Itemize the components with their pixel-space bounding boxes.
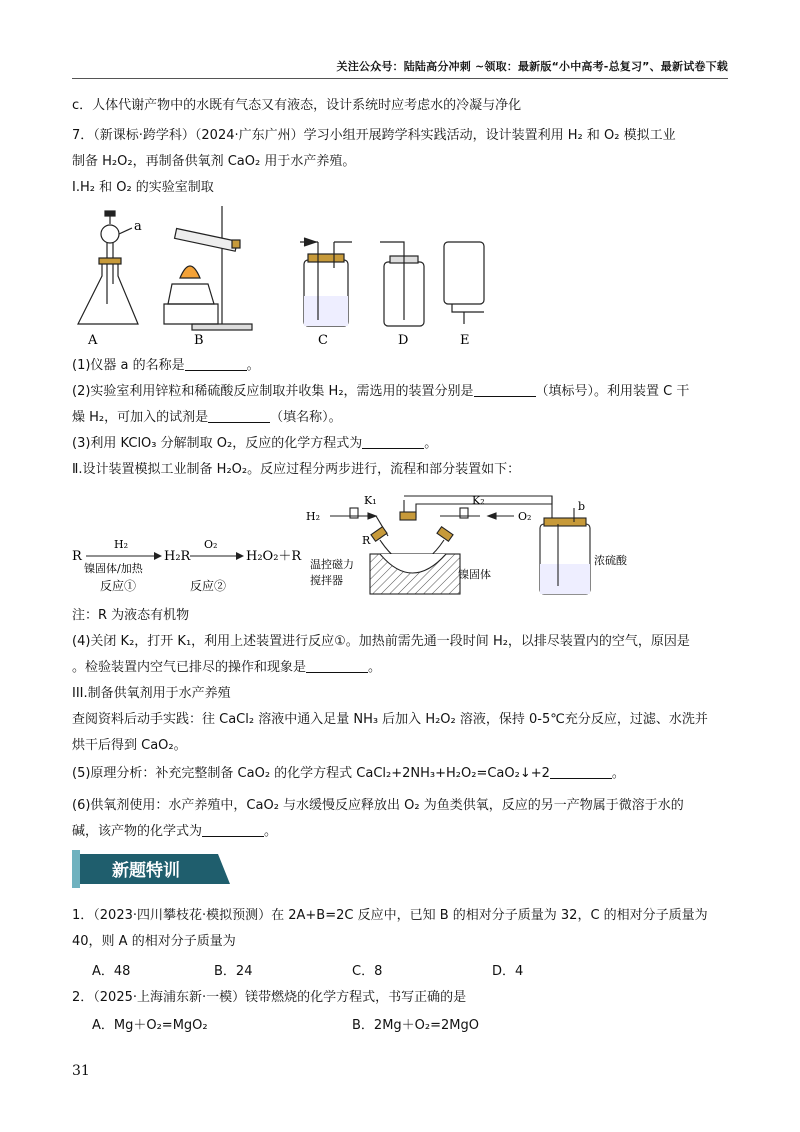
section-2-title: Ⅱ.设计装置模拟工业制备 H₂O₂。反应过程分两步进行，流程和部分装置如下： — [72, 462, 521, 477]
device-r: R — [362, 534, 371, 547]
flow-diagram — [72, 530, 312, 600]
question-1: (1)仪器 a 的名称是 。 — [72, 358, 260, 373]
flow-r: R — [72, 549, 82, 564]
question-7-line2: 制备 H₂O₂，再制备供氧剂 CaO₂ 用于水产养殖。 — [72, 154, 356, 169]
question-2-options — [92, 1014, 732, 1034]
option-b[interactable]: B．2Mg＋O₂=2MgO — [352, 1018, 479, 1033]
question-7-line1: 7．（新课标·跨学科）（2024·广东广州）学习小组开展跨学科实践活动，设计装置利用 H₂ 和 O₂ 模拟工业 — [72, 128, 676, 143]
text-line: c．人体代谢产物中的水既有气态又有液态，设计系统时应考虑水的冷凝与净化 — [72, 98, 522, 113]
paragraph-line1: 查阅资料后动手实践：往 CaCl₂ 溶液中通入足量 NH₃ 后加入 H₂O₂ 溶液，保持 0-5℃充分反应，过滤、水洗并 — [72, 712, 708, 727]
section-1-title: I.H₂ 和 O₂ 的实验室制取 — [72, 180, 214, 195]
device-h2: H₂ — [306, 510, 321, 523]
answer-blank[interactable] — [185, 356, 247, 371]
reaction-device — [300, 488, 630, 598]
apparatus-e — [444, 242, 484, 324]
label-E: E — [460, 333, 470, 348]
page-header: 关注公众号：陆陆高分冲刺 ~领取：最新版“小中高考-总复习”、最新试卷下载 — [336, 60, 728, 73]
new-question-2: 2．（2025·上海浦东新·一模）镁带燃烧的化学方程式，书写正确的是 — [72, 990, 467, 1005]
question-5: (5)原理分析：补充完整制备 CaO₂ 的化学方程式 CaCl₂+2NH₃+H₂O₂=CaO₂↓+2 。 — [72, 766, 625, 781]
device-stirrer-2: 搅拌器 — [310, 574, 343, 587]
new-question-1-line1: 1．（2023·四川攀枝花·模拟预测）在 2A+B=2C 反应中，已知 B 的相对分子质量为 32，C 的相对分子质量为 — [72, 908, 708, 923]
label-a: a — [134, 219, 142, 234]
device-k2: K₂ — [472, 494, 485, 507]
section-3-title: III.制备供氧剂用于水产养殖 — [72, 686, 231, 701]
option-b[interactable]: B．24 — [214, 964, 253, 979]
new-question-1-line2: 40，则 A 的相对分子质量为 — [72, 934, 236, 949]
paragraph-line2: 烘干后得到 CaO₂。 — [72, 738, 187, 753]
answer-blank[interactable] — [208, 408, 270, 423]
apparatus-a — [78, 211, 138, 324]
label-B: B — [194, 333, 204, 348]
device-b: b — [578, 500, 586, 513]
flow-h2r: H₂R — [164, 549, 191, 564]
question-2-line1: (2)实验室利用锌粒和稀硫酸反应制取并收集 H₂，需选用的装置分别是 （填标号）。利用装置 C 干 — [72, 384, 690, 399]
device-o2: O₂ — [518, 510, 532, 523]
question-4-line1: (4)关闭 K₂，打开 K₁，利用上述装置进行反应①。加热前需先通一段时间 H₂，以排尽装置内的空气，原因是 — [72, 634, 690, 649]
question-4-line2: 。检验装置内空气已排尽的操作和现象是 。 — [72, 660, 382, 675]
flow-o2: O₂ — [204, 538, 218, 551]
flow-step1: 反应① — [100, 579, 137, 593]
question-1-options — [92, 960, 732, 980]
answer-blank[interactable] — [550, 764, 612, 779]
label-C: C — [318, 333, 328, 348]
answer-blank[interactable] — [474, 382, 536, 397]
option-a[interactable]: A．Mg＋O₂=MgO₂ — [92, 1018, 208, 1033]
apparatus-c — [300, 238, 352, 326]
device-stirrer-1: 温控磁力 — [310, 558, 354, 571]
label-A: A — [88, 333, 98, 348]
option-a[interactable]: A．48 — [92, 964, 131, 979]
option-d[interactable]: D．4 — [492, 964, 524, 979]
question-2-line2: 燥 H₂，可加入的试剂是 （填名称）。 — [72, 410, 342, 425]
question-6-line1: (6)供氧剂使用：水产养殖中，CaO₂ 与水缓慢反应释放出 O₂ 为鱼类供氧，反应的另一产物属于微溶于水的 — [72, 798, 684, 813]
apparatus-b — [164, 206, 252, 330]
flow-condition: 镍固体/加热 — [84, 562, 143, 575]
answer-blank[interactable] — [306, 658, 368, 673]
answer-blank[interactable] — [202, 822, 264, 837]
answer-blank[interactable] — [362, 434, 424, 449]
device-acid: 浓硫酸 — [594, 554, 627, 567]
device-k1: K₁ — [364, 494, 377, 507]
label-D: D — [398, 333, 409, 348]
apparatus-d — [380, 242, 424, 326]
note: 注：R 为液态有机物 — [72, 608, 190, 623]
question-6-line2: 碱，该产物的化学式为 。 — [72, 824, 278, 839]
flow-product: H₂O₂＋R — [246, 549, 302, 564]
question-3: (3)利用 KClO₃ 分解制取 O₂，反应的化学方程式为 。 — [72, 436, 438, 451]
flow-h2: H₂ — [114, 538, 129, 551]
banner-text: 新题特训 — [112, 861, 180, 881]
section-banner — [72, 850, 230, 888]
device-nickel: 镍固体 — [458, 568, 491, 581]
page-number: 31 — [72, 1063, 90, 1079]
apparatus-figure — [72, 204, 502, 350]
header-divider — [72, 78, 728, 79]
option-c[interactable]: C．8 — [352, 964, 383, 979]
flow-step2: 反应② — [190, 579, 227, 593]
